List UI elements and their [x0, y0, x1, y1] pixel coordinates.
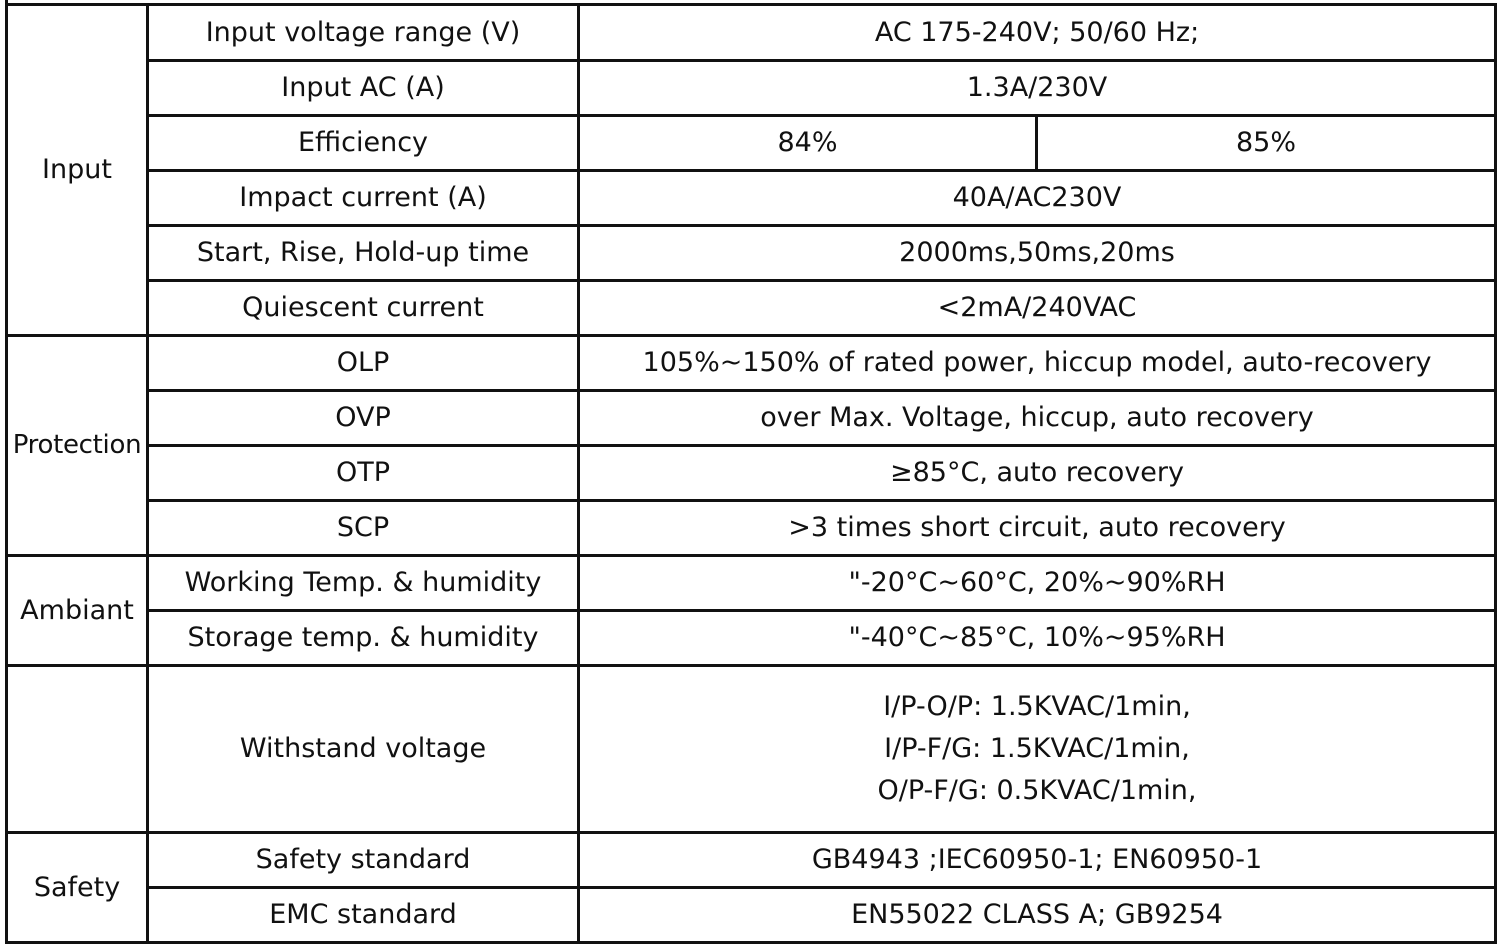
table-row: [7, 391, 1496, 446]
table-row: [7, 888, 1496, 943]
table-row: [7, 556, 1496, 611]
row-label-withstand-voltage: Withstand voltage: [148, 666, 579, 833]
row-label-quiescent-current: Quiescent current: [148, 281, 579, 336]
withstand-line-2: I/P-F/G: 1.5KVAC/1min,: [884, 733, 1190, 764]
row-value-impact-current: 40A/AC230V: [579, 171, 1496, 226]
table-row: [7, 336, 1496, 391]
row-label-input-ac: Input AC (A): [148, 61, 579, 116]
row-value-working-temp: "-20°C~60°C, 20%~90%RH: [579, 556, 1496, 611]
withstand-line-3: O/P-F/G: 0.5KVAC/1min,: [877, 775, 1197, 806]
group-withstand-empty: [7, 666, 148, 833]
row-value-olp: 105%~150% of rated power, hiccup model, auto-recovery: [579, 336, 1496, 391]
table-row: [7, 501, 1496, 556]
row-value-ovp: over Max. Voltage, hiccup, auto recovery: [579, 391, 1496, 446]
row-label-olp: OLP: [148, 336, 579, 391]
row-label-start-rise-holdup: Start, Rise, Hold-up time: [148, 226, 579, 281]
table-row: [7, 833, 1496, 888]
row-label-efficiency: Efficiency: [148, 116, 579, 171]
table-row: [7, 226, 1496, 281]
row-value-input-voltage-range: AC 175-240V; 50/60 Hz;: [579, 5, 1496, 61]
row-value-efficiency-1: 84%: [579, 116, 1037, 171]
row-label-input-voltage-range: Input voltage range (V): [148, 5, 579, 61]
row-label-emc-standard: EMC standard: [148, 888, 579, 943]
group-safety: Safety: [7, 833, 148, 943]
row-label-impact-current: Impact current (A): [148, 171, 579, 226]
table-row: [7, 666, 1496, 833]
table-row: [7, 116, 1496, 171]
row-value-efficiency-2: 85%: [1037, 116, 1496, 171]
group-ambiant: Ambiant: [7, 556, 148, 666]
row-value-safety-standard: GB4943 ;IEC60950-1; EN60950-1: [579, 833, 1496, 888]
row-label-ovp: OVP: [148, 391, 579, 446]
row-value-input-ac: 1.3A/230V: [579, 61, 1496, 116]
withstand-line-1: I/P-O/P: 1.5KVAC/1min,: [883, 691, 1191, 722]
row-label-working-temp: Working Temp. & humidity: [148, 556, 579, 611]
table-row: [7, 5, 1496, 61]
row-value-scp: >3 times short circuit, auto recovery: [579, 501, 1496, 556]
table-row: [7, 281, 1496, 336]
row-label-otp: OTP: [148, 446, 579, 501]
group-input: Input: [7, 5, 148, 336]
table-row: [7, 611, 1496, 666]
row-value-emc-standard: EN55022 CLASS A; GB9254: [579, 888, 1496, 943]
row-value-start-rise-holdup: 2000ms,50ms,20ms: [579, 226, 1496, 281]
table-row: [7, 61, 1496, 116]
group-protection: Protection: [7, 336, 148, 556]
row-label-scp: SCP: [148, 501, 579, 556]
row-value-quiescent-current: <2mA/240VAC: [579, 281, 1496, 336]
row-value-storage-temp: "-40°C~85°C, 10%~95%RH: [579, 611, 1496, 666]
row-value-withstand-voltage: [579, 666, 1496, 833]
table-row: [7, 446, 1496, 501]
table-row: [7, 171, 1496, 226]
row-value-otp: ≥85°C, auto recovery: [579, 446, 1496, 501]
spec-table: [5, 3, 1497, 944]
row-label-storage-temp: Storage temp. & humidity: [148, 611, 579, 666]
row-label-safety-standard: Safety standard: [148, 833, 579, 888]
